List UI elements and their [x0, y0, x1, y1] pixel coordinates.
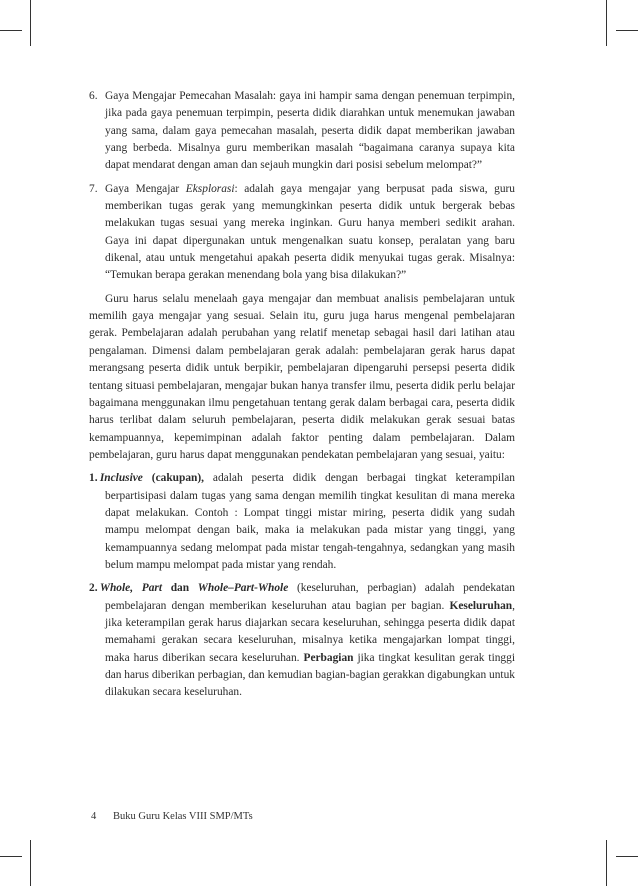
page-number: 4	[91, 811, 97, 822]
approach-number: 2.	[89, 582, 98, 595]
list-text: : adalah gaya mengajar yang berpusat pada siswa, guru memberikan tugas gerak yang memungkinkan peserta didik untuk bergerak bebas melakukan tugas sesuai yang mereka inginkan. Guru hanya memberi sedikit arahan. Gaya ini dapat dipergunakan untuk mengenalkan suatu konsep, peralatan yang baru dikenal, atau untuk mengetahui apakah peserta didik menyukai tugas gerak. Misalnya: “Temukan berapa gerakan menendang bola yang bisa dilakukan?”	[105, 182, 515, 282]
list-number: 6.	[89, 90, 98, 102]
footer-title: Buku Guru Kelas VIII SMP/MTs	[113, 811, 253, 822]
approach-number: 1.	[89, 472, 98, 485]
approach-text: adalah peserta didik dengan berbagai tingkat keterampilan berpartisipasi dalam tugas yang sama dengan memilih tingkat kesulitan di mana mereka dapat melakukan. Contoh : Lompat tinggi mistar miring, peserta didik yang sudah mampu melompat dengan baik, maka ia melakukan pada mistar yang tinggi, yang kemampuannya sedang melompat pada mistar tengah-tengahnya, sedangkan yang masih belum mampu melompat pada mistar yang rendah.	[105, 472, 515, 571]
approach-text: jika tingkat kesulitan gerak tinggi dan harus diberikan perbagian, dan kemudian bagian-bagian gerakkan digabungkan untuk dilakukan secara keseluruhan.	[105, 651, 515, 699]
approach-title-italic: Inclusive	[99, 472, 143, 485]
list-lead-italic: Eksplorasi	[185, 182, 235, 195]
page-footer	[91, 811, 253, 822]
approach-title-rest: (cakupan),	[142, 472, 205, 485]
approach-item	[89, 470, 515, 574]
approach-term: Keseluruhan	[449, 599, 513, 612]
list-item	[89, 88, 515, 175]
approach-title-a: Whole, Part	[99, 582, 162, 595]
crop-mark	[30, 0, 31, 46]
crop-mark	[616, 30, 638, 31]
body-paragraph: Guru harus selalu menelaah gaya mengajar dan membuat analisis pembelajaran untuk memilih gaya mengajar yang sesuai. Selain itu, guru juga harus mengenal pembelajaran gerak. Pembelajaran adalah perubahan yang relatif menetap sebagai hasil dari latihan atau pengalaman. Dimensi dalam pembelajaran gerak adalah: pembelajaran gerak harus dapat merangsang peserta didik untuk berpikir, pembelajaran dipengaruhi persepsi peserta didik tentang situasi pembelajaran, mengajar bukan hanya transfer ilmu, peserta didik perlu belajar bagaimana menggunakan ilmu pengetahuan tentang gerak dalam berbagai cara, peserta didik harus terlibat dalam seluruh pembelajaran, peserta didik melakukan gerak sesuai batas kemampuannya, kepemimpinan adalah faktor penting dalam pembelajaran. Dalam pembelajaran, guru harus dapat menggunakan pendekatan pembelajaran yang sesuai, yaitu:	[89, 292, 515, 461]
crop-mark	[0, 30, 22, 31]
crop-mark	[0, 856, 22, 857]
crop-mark	[616, 856, 638, 857]
crop-mark	[30, 840, 31, 886]
page-body	[89, 88, 515, 708]
crop-mark	[606, 0, 607, 46]
list-lead: Gaya Mengajar	[105, 182, 186, 195]
list-text: Gaya Mengajar Pemecahan Masalah: gaya ini hampir sama dengan penemuan terpimpin, jika pada gaya penemuan terpimpin, peserta didik diarahkan untuk menemukan jawaban yang sama, dalam gaya pemecahan masalah, peserta didik dapat memberikan jawaban yang berbeda. Misalnya guru memberikan masalah “bagaimana caranya supaya kita dapat mendarat dengan aman dan sejauh mungkin dari posisi sebelum melompat?”	[105, 90, 515, 172]
approach-term: Perbagian	[303, 651, 354, 664]
approach-title-dan: dan	[162, 582, 198, 595]
approach-item	[89, 580, 515, 701]
approach-text: (keseluruhan, perbagian) adalah pendekatan pembelajaran dengan memberikan keseluruhan atau bagian per bagian.	[105, 582, 516, 612]
approach-text: , jika keterampilan gerak harus diajarkan secara keseluruhan, sehingga peserta didik dapat memahami gerakan secara keseluruhan, misalnya ketika mengajarkan lompat tinggi, maka harus diberikan secara keseluruhan.	[105, 599, 515, 664]
crop-mark	[606, 840, 607, 886]
list-number: 7.	[89, 182, 98, 195]
list-item	[89, 181, 515, 285]
approach-title-b: Whole–Part-Whole	[197, 582, 289, 595]
